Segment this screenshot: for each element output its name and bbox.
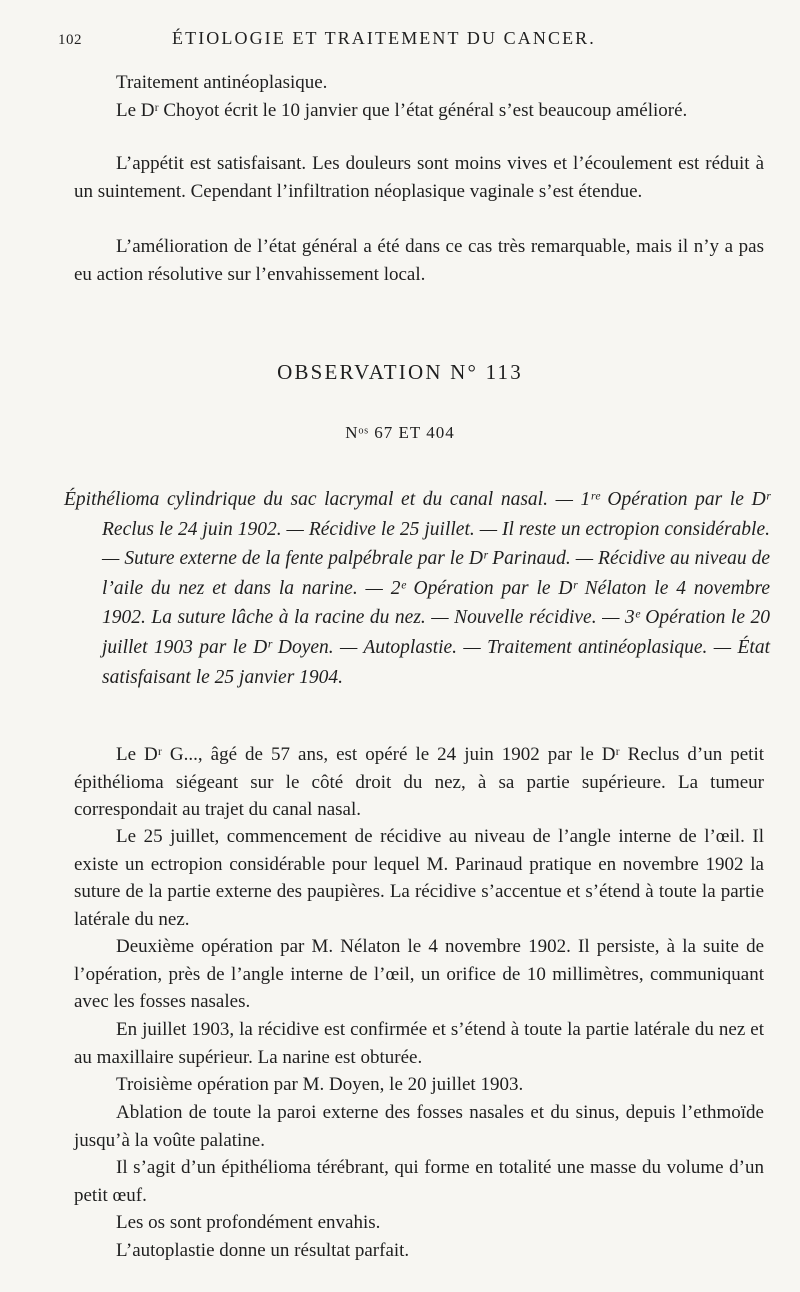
continuation-paragraph: Le Dʳ Choyot écrit le 10 janvier que l’état général s’est beaucoup amélioré. (116, 100, 688, 121)
body-paragraph: Les os sont profondément envahis. (116, 1212, 381, 1233)
body-paragraph: Le Dʳ G..., âgé de 57 ans, est opéré le 24 juin 1902 par le Dʳ Reclus d’un petit épithélioma siégeant sur le côté droit du nez, à sa partie supérieure. La tumeur correspondait au trajet du canal nasal. (74, 744, 764, 820)
body-paragraph: Ablation de toute la paroi externe des fosses nasales et du sinus, depuis l’ethmoïde jusqu’à la voûte palatine. (74, 1102, 764, 1151)
body-paragraph: L’autoplastie donne un résultat parfait. (116, 1240, 410, 1261)
body-paragraph: Troisième opération par M. Doyen, le 20 juillet 1903. (116, 1074, 524, 1095)
running-title: ÉTIOLOGIE ET TRAITEMENT DU CANCER. (172, 28, 596, 48)
continuation-paragraph: L’amélioration de l’état général a été dans ce cas très remarquable, mais il n’y a pas eu action résolutive sur l’envahissement local. (74, 236, 764, 285)
continuation-paragraph: L’appétit est satisfaisant. Les douleurs sont moins vives et l’écoulement est réduit à un suintement. Cependant l’infiltration néoplasique vaginale s’est étendue. (74, 153, 764, 202)
observation-summary: Épithélioma cylindrique du sac lacrymal et du canal nasal. — 1ʳᵉ Opération par le Dʳ Reclus le 24 juin 1902. — Récidive le 25 juillet. — Il reste un ectropion considérable. — Suture externe de la fente palpébrale par le Dʳ Parinaud. — Récidive au niveau de l’aile du nez et dans la narine. — 2ᵉ Opération par le Dʳ Nélaton le 4 novembre 1902. La suture lâche à la racine du nez. — Nouvelle récidive. — 3ᵉ Opération le 20 juillet 1903 par le Dʳ Doyen. — Autoplastie. — Traitement antinéoplasique. — État satisfaisant le 25 janvier 1904. (64, 489, 770, 688)
running-head (58, 28, 778, 54)
page-number: 102 (58, 32, 82, 48)
body-paragraph: Le 25 juillet, commencement de récidive au niveau de l’angle interne de l’œil. Il existe un ectropion considérable pour lequel M. Parinaud pratique en novembre 1902 la suture de la partie externe des paupières. La récidive s’accentue et s’étend à toute la partie latérale du nez. (74, 826, 764, 930)
body-paragraph: Il s’agit d’un épithélioma térébrant, qui forme en totalité une masse du volume d’un petit œuf. (74, 1157, 764, 1206)
body-paragraph: En juillet 1903, la récidive est confirmée et s’étend à toute la partie latérale du nez et au maxillaire supérieur. La narine est obturée. (74, 1019, 764, 1068)
body-paragraph: Deuxième opération par M. Nélaton le 4 novembre 1902. Il persiste, à la suite de l’opération, près de l’angle interne de l’œil, un orifice de 10 millimètres, communiquant avec les fosses nasales. (74, 936, 764, 1012)
observation-title: OBSERVATION N° 113 (277, 360, 523, 384)
continuation-paragraph: Traitement antinéoplasique. (116, 72, 328, 93)
observation-subtitle: Nᵒˢ 67 ET 404 (345, 423, 455, 442)
